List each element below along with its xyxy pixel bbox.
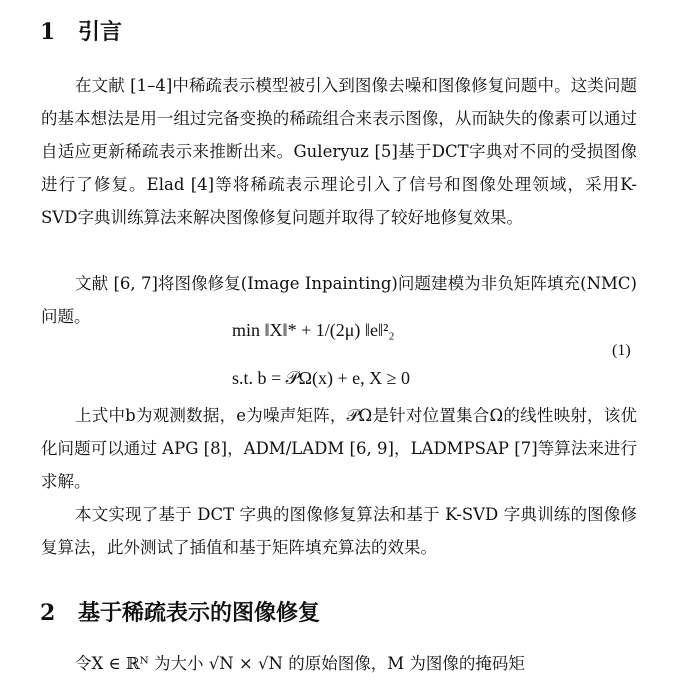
paragraph-4 (41, 498, 637, 564)
section-title: 引言 (78, 19, 123, 45)
section-heading-2 (40, 600, 320, 626)
paragraph-text: 上式中b为观测数据，e为噪声矩阵，𝒫Ω是针对位置集合Ω的线性映射，该优化问题可以通过 APG [8]，ADM/LADM [6, 9]，LADMPSAP [7]等算法来进行求解。 (41, 406, 637, 491)
paragraph-3 (41, 399, 637, 498)
section-number: 1 (40, 19, 56, 45)
paragraph-5 (41, 647, 637, 680)
equation-number: (1) (612, 342, 631, 359)
paragraph-text: 本文实现了基于 DCT 字典的图像修复算法和基于 K-SVD 字典训练的图像修复算法，此外测试了插值和基于矩阵填充算法的效果。 (41, 505, 637, 557)
equation-constraint-text: s.t. b = 𝒫Ω(x) + e, X ≥ 0 (232, 368, 411, 388)
equation-constraint (232, 368, 410, 389)
equation-objective-text: min ‖X‖* + 1/(2μ) ‖e‖²₂ (232, 320, 395, 340)
section-number: 2 (40, 600, 56, 626)
equation-1 (0, 320, 687, 400)
paragraph-text: 令X ∈ ℝᴺ 为大小 √N × √N 的原始图像，M 为图像的掩码矩 (75, 654, 525, 673)
paragraph-text: 在文献 [1–4]中稀疏表示模型被引入到图像去噪和图像修复问题中。这类问题的基本想法是用一组过完备变换的稀疏组合来表示图像，从而缺失的像素可以通过自适应更新稀疏表示来推断出来。Guleryuz [5]基于DCT字典对不同的受损图像进行了修复。Elad [4]等将稀疏表示理论引入了信号和图像处理领域，采用K-SVD字典训练算法来解决图像修复问题并取得了较好地修复效果。 (41, 76, 637, 227)
equation-objective (232, 320, 395, 341)
section-heading-1 (40, 19, 122, 45)
paragraph-text: 文献 [6, 7]将图像修复(Image Inpainting)问题建模为非负矩阵填充(NMC)问题。 (41, 274, 637, 326)
section-title: 基于稀疏表示的图像修复 (78, 600, 321, 626)
paragraph-1 (41, 69, 637, 234)
